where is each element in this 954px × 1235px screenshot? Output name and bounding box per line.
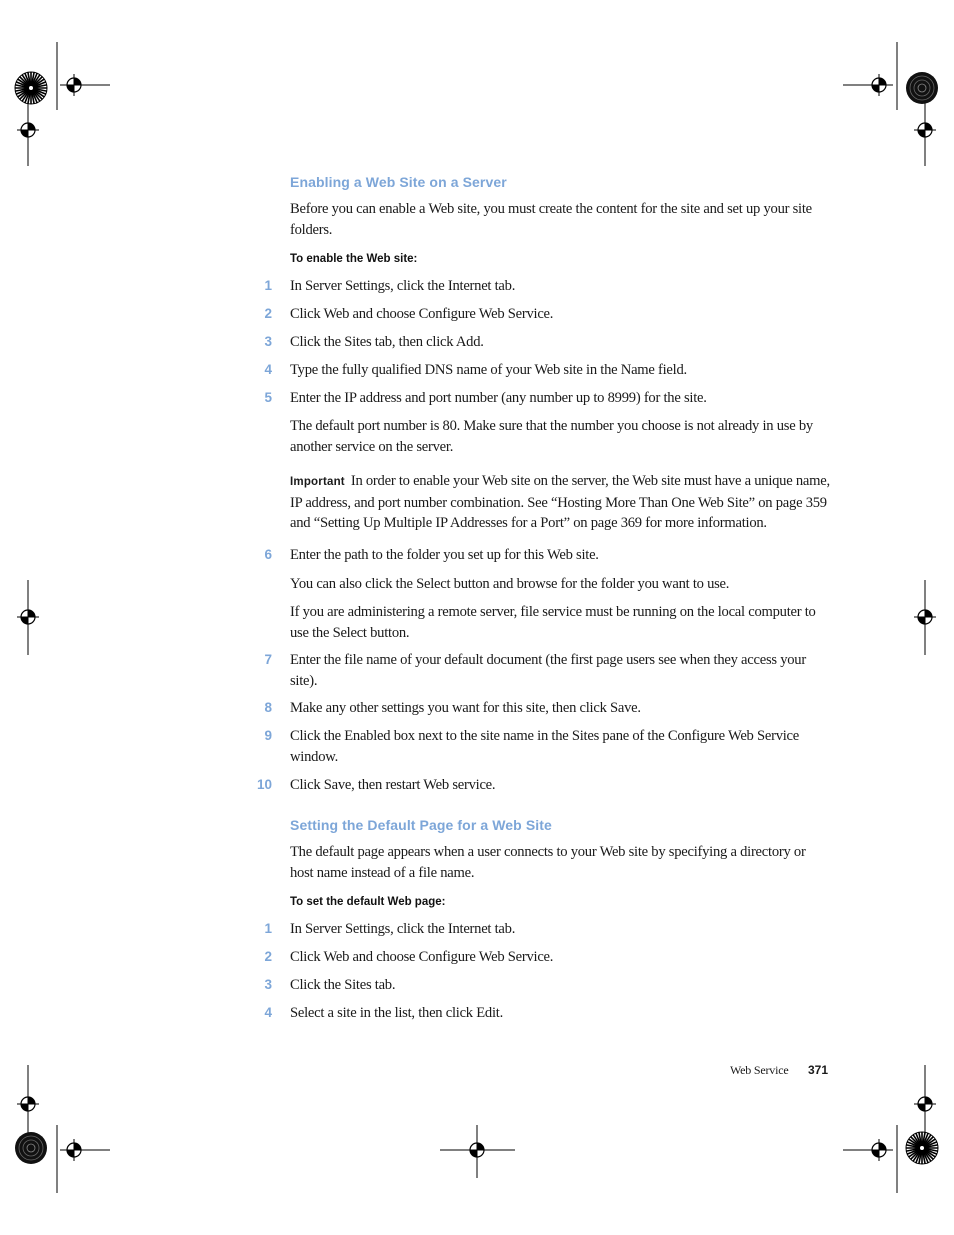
step-text: In Server Settings, click the Internet tab.	[290, 278, 516, 294]
step-number: 2	[264, 306, 272, 321]
step-text: Click Web and choose Configure Web Service.	[290, 949, 554, 965]
step-number: 9	[264, 728, 272, 743]
step-text: Click the Sites tab, then click Add.	[290, 334, 484, 350]
step-note: If you are administering a remote server, file service must be running on the local computer to use the Select button.	[290, 604, 816, 641]
step-text: Click Save, then restart Web service.	[290, 777, 496, 793]
step-text: Click the Sites tab.	[290, 977, 396, 993]
step-number: 1	[264, 278, 272, 293]
important-label: Important	[290, 476, 345, 488]
step-number: 10	[256, 777, 272, 792]
step-number: 5	[264, 390, 272, 405]
step-note: You can also click the Select button and browse for the folder you want to use.	[290, 576, 730, 592]
step-text: Click Web and choose Configure Web Service.	[290, 306, 554, 322]
section-intro: Before you can enable a Web site, you must create the content for the site and set up your site folders.	[290, 201, 812, 238]
step-note: The default port number is 80. Make sure that the number you choose is not already in use by another service on the server.	[290, 418, 813, 455]
step-text: Enter the file name of your default document (the first page users see when they access your site).	[290, 652, 806, 689]
step-number: 4	[264, 1005, 272, 1020]
section-heading-enabling: Enabling a Web Site on a Server	[290, 174, 507, 190]
step-text: In Server Settings, click the Internet tab.	[290, 921, 516, 937]
important-note	[290, 471, 830, 534]
section-heading-default-page: Setting the Default Page for a Web Site	[290, 817, 552, 833]
step-text: Select a site in the list, then click Edit.	[290, 1005, 503, 1021]
step-number: 1	[264, 921, 272, 936]
footer-chapter-title: Web Service	[730, 1063, 789, 1077]
step-number: 4	[264, 362, 272, 377]
step-number: 2	[264, 949, 272, 964]
step-number: 3	[264, 334, 272, 349]
important-text: In order to enable your Web site on the server, the Web site must have a unique name, IP address, and port number combination. See “Hosting More Than One Web Site” on page 359 and “Setting Up Multiple IP Addresses for a Port” on page 369 for more information.	[290, 473, 830, 531]
step-number: 3	[264, 977, 272, 992]
step-text: Click the Enabled box next to the site name in the Sites pane of the Configure Web Service window.	[290, 728, 799, 765]
step-number: 7	[264, 652, 272, 667]
section-intro: The default page appears when a user connects to your Web site by specifying a directory or host name instead of a file name.	[290, 844, 806, 881]
page-number: 371	[808, 1063, 829, 1077]
procedure-title: To enable the Web site:	[290, 253, 418, 265]
step-text: Type the fully qualified DNS name of your Web site in the Name field.	[290, 362, 687, 378]
procedure-title: To set the default Web page:	[290, 896, 446, 908]
step-number: 8	[264, 700, 272, 715]
step-text: Enter the IP address and port number (any number up to 8999) for the site.	[290, 390, 707, 406]
step-number: 6	[264, 547, 272, 562]
step-text: Enter the path to the folder you set up for this Web site.	[290, 547, 599, 563]
step-text: Make any other settings you want for this site, then click Save.	[290, 700, 641, 716]
